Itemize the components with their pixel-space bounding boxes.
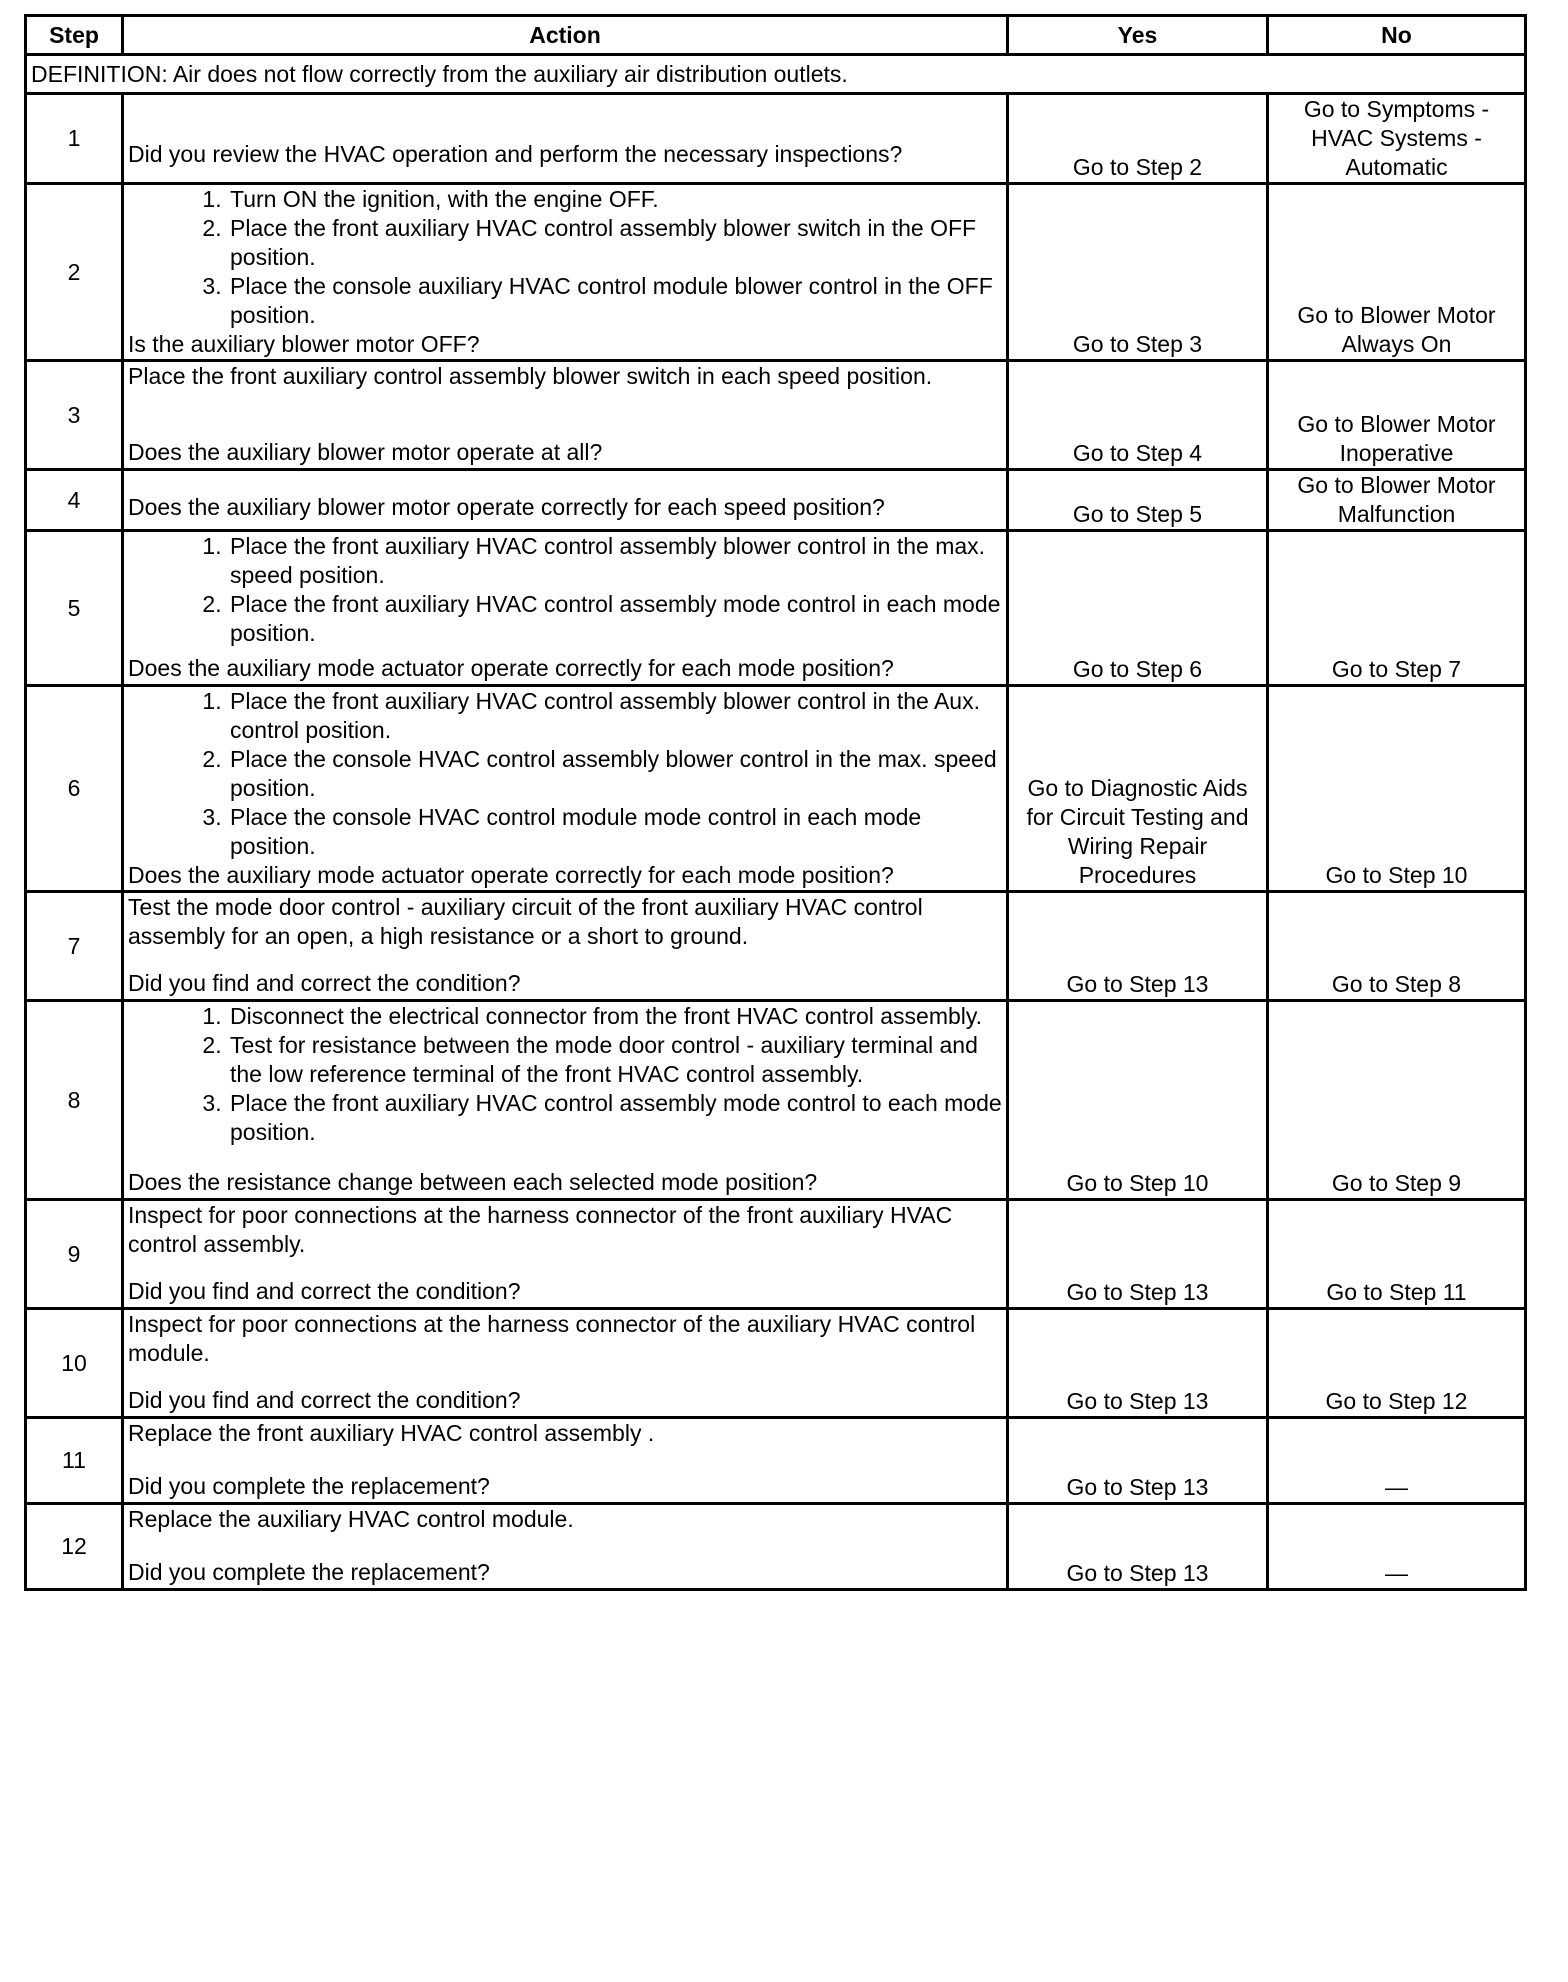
action-question: Does the auxiliary mode actuator operate correctly for each mode position?: [128, 862, 894, 888]
step-number: 1: [26, 94, 123, 184]
yes-result: Go to Diagnostic Aids for Circuit Testing and Wiring Repair Procedures: [1008, 686, 1268, 892]
action-question: Did you complete the replacement?: [128, 1473, 490, 1499]
action-question: Did you complete the replacement?: [128, 1559, 490, 1585]
action-instructions: [128, 1419, 1002, 1448]
definition-row: [26, 55, 1526, 94]
action-instructions: [128, 1505, 1002, 1534]
no-result: —: [1268, 1504, 1526, 1590]
action-question: Did you find and correct the condition?: [128, 1387, 521, 1413]
action-instructions: [128, 1310, 1002, 1368]
yes-result: Go to Step 13: [1008, 892, 1268, 1001]
no-result: Go to Step 8: [1268, 892, 1526, 1001]
header-row: [26, 16, 1526, 55]
no-result: —: [1268, 1418, 1526, 1504]
action-cell: [123, 1001, 1008, 1200]
table-row: [26, 470, 1526, 531]
action-cell: [123, 686, 1008, 892]
action-step-item: 3. Place the front auxiliary HVAC control assembly mode control to each mode position.: [228, 1089, 1002, 1147]
no-result: Go to Blower Motor Always On: [1268, 184, 1526, 361]
action-cell: [123, 1504, 1008, 1590]
action-content: [128, 1002, 1002, 1197]
action-prompt: Replace the front auxiliary HVAC control assembly .: [128, 1420, 655, 1446]
header-yes: Yes: [1008, 16, 1268, 55]
action-cell: [123, 1418, 1008, 1504]
no-result: Go to Step 7: [1268, 531, 1526, 686]
no-result: Go to Blower Motor Malfunction: [1268, 470, 1526, 531]
action-content: [128, 1310, 1002, 1415]
action-question: Did you review the HVAC operation and perform the necessary inspections?: [128, 141, 903, 167]
yes-result: Go to Step 4: [1008, 361, 1268, 470]
yes-result: Go to Step 13: [1008, 1309, 1268, 1418]
action-steps-list: [128, 1002, 1002, 1147]
action-step-item: 2. Place the console HVAC control assembly blower control in the max. speed position.: [228, 745, 1002, 803]
action-cell: [123, 1200, 1008, 1309]
action-prompt: Place the front auxiliary control assembly blower switch in each speed position.: [128, 363, 933, 389]
action-step-item: 1. Place the front auxiliary HVAC control assembly blower control in the max. speed position.: [228, 532, 1002, 590]
step-number: 8: [26, 1001, 123, 1200]
table-row: [26, 1504, 1526, 1590]
table-row: [26, 1001, 1526, 1200]
action-question: Does the resistance change between each selected mode position?: [128, 1169, 818, 1195]
action-content: [128, 185, 1002, 359]
action-question: Does the auxiliary blower motor operate at all?: [128, 439, 603, 465]
action-cell: [123, 531, 1008, 686]
yes-result: Go to Step 3: [1008, 184, 1268, 361]
step-number: 4: [26, 470, 123, 531]
yes-result: Go to Step 10: [1008, 1001, 1268, 1200]
table-row: [26, 1309, 1526, 1418]
step-number: 7: [26, 892, 123, 1001]
action-instructions: [128, 687, 1002, 861]
yes-result: Go to Step 13: [1008, 1418, 1268, 1504]
yes-result: Go to Step 6: [1008, 531, 1268, 686]
yes-result: Go to Step 2: [1008, 94, 1268, 184]
table-row: [26, 184, 1526, 361]
action-question: Is the auxiliary blower motor OFF?: [128, 331, 480, 357]
no-result: Go to Step 11: [1268, 1200, 1526, 1309]
no-result: Go to Blower Motor Inoperative: [1268, 361, 1526, 470]
table-row: [26, 686, 1526, 892]
action-question: Did you find and correct the condition?: [128, 1278, 521, 1304]
action-step-item: 1. Place the front auxiliary HVAC control assembly blower control in the Aux. control position.: [228, 687, 1002, 745]
action-content: [128, 893, 1002, 998]
action-instructions: [128, 1002, 1002, 1147]
action-content: [128, 1201, 1002, 1306]
step-number: 12: [26, 1504, 123, 1590]
step-number: 11: [26, 1418, 123, 1504]
action-content: [128, 1419, 1002, 1501]
no-result: Go to Symptoms - HVAC Systems - Automatic: [1268, 94, 1526, 184]
action-step-item: 2. Test for resistance between the mode door control - auxiliary terminal and the low reference terminal of the front HVAC control assembly.: [228, 1031, 1002, 1089]
action-steps-list: [128, 687, 1002, 861]
action-step-item: 2. Place the front auxiliary HVAC control assembly blower switch in the OFF position.: [228, 214, 1002, 272]
action-step-item: 3. Place the console HVAC control module mode control in each mode position.: [228, 803, 1002, 861]
header-no: No: [1268, 16, 1526, 55]
step-number: 10: [26, 1309, 123, 1418]
action-content: [128, 687, 1002, 890]
action-cell: [123, 470, 1008, 531]
action-content: [128, 471, 1002, 522]
action-cell: [123, 892, 1008, 1001]
action-steps-list: [128, 185, 1002, 330]
header-step: Step: [26, 16, 123, 55]
yes-result: Go to Step 13: [1008, 1504, 1268, 1590]
action-step-item: 3. Place the console auxiliary HVAC control module blower control in the OFF position.: [228, 272, 1002, 330]
step-number: 5: [26, 531, 123, 686]
action-prompt: Inspect for poor connections at the harness connector of the front auxiliary HVAC control assembly.: [128, 1202, 953, 1257]
header-action: Action: [123, 16, 1008, 55]
action-prompt: Test the mode door control - auxiliary circuit of the front auxiliary HVAC control assembly for an open, a high resistance or a short to ground.: [128, 894, 923, 949]
action-prompt: Inspect for poor connections at the harness connector of the auxiliary HVAC control module.: [128, 1311, 976, 1366]
table-row: [26, 1200, 1526, 1309]
action-content: [128, 1505, 1002, 1587]
table-row: [26, 361, 1526, 470]
action-content: [128, 532, 1002, 683]
action-content: [128, 95, 1002, 169]
yes-result: Go to Step 5: [1008, 470, 1268, 531]
action-question: Does the auxiliary blower motor operate correctly for each speed position?: [128, 494, 885, 520]
no-result: Go to Step 10: [1268, 686, 1526, 892]
action-instructions: [128, 893, 1002, 951]
action-step-item: 2. Place the front auxiliary HVAC control assembly mode control in each mode position.: [228, 590, 1002, 648]
action-instructions: [128, 1201, 1002, 1259]
action-instructions: [128, 362, 1002, 391]
action-steps-list: [128, 532, 1002, 648]
step-number: 2: [26, 184, 123, 361]
step-number: 3: [26, 361, 123, 470]
action-prompt: Replace the auxiliary HVAC control module.: [128, 1506, 574, 1532]
action-cell: [123, 94, 1008, 184]
action-question: Does the auxiliary mode actuator operate correctly for each mode position?: [128, 655, 894, 681]
diagnostic-table: [24, 14, 1527, 1591]
action-cell: [123, 361, 1008, 470]
action-cell: [123, 184, 1008, 361]
step-number: 6: [26, 686, 123, 892]
action-instructions: [128, 185, 1002, 330]
action-content: [128, 362, 1002, 467]
action-step-item: 1. Turn ON the ignition, with the engine OFF.: [228, 185, 1002, 214]
no-result: Go to Step 9: [1268, 1001, 1526, 1200]
table-row: [26, 892, 1526, 1001]
yes-result: Go to Step 13: [1008, 1200, 1268, 1309]
action-instructions: [128, 532, 1002, 648]
action-cell: [123, 1309, 1008, 1418]
table-row: [26, 94, 1526, 184]
no-result: Go to Step 12: [1268, 1309, 1526, 1418]
definition-text: DEFINITION: Air does not flow correctly from the auxiliary air distribution outlets.: [26, 55, 1526, 94]
action-step-item: 1. Disconnect the electrical connector from the front HVAC control assembly.: [228, 1002, 1002, 1031]
action-question: Did you find and correct the condition?: [128, 970, 521, 996]
table-row: [26, 1418, 1526, 1504]
step-number: 9: [26, 1200, 123, 1309]
table-row: [26, 531, 1526, 686]
